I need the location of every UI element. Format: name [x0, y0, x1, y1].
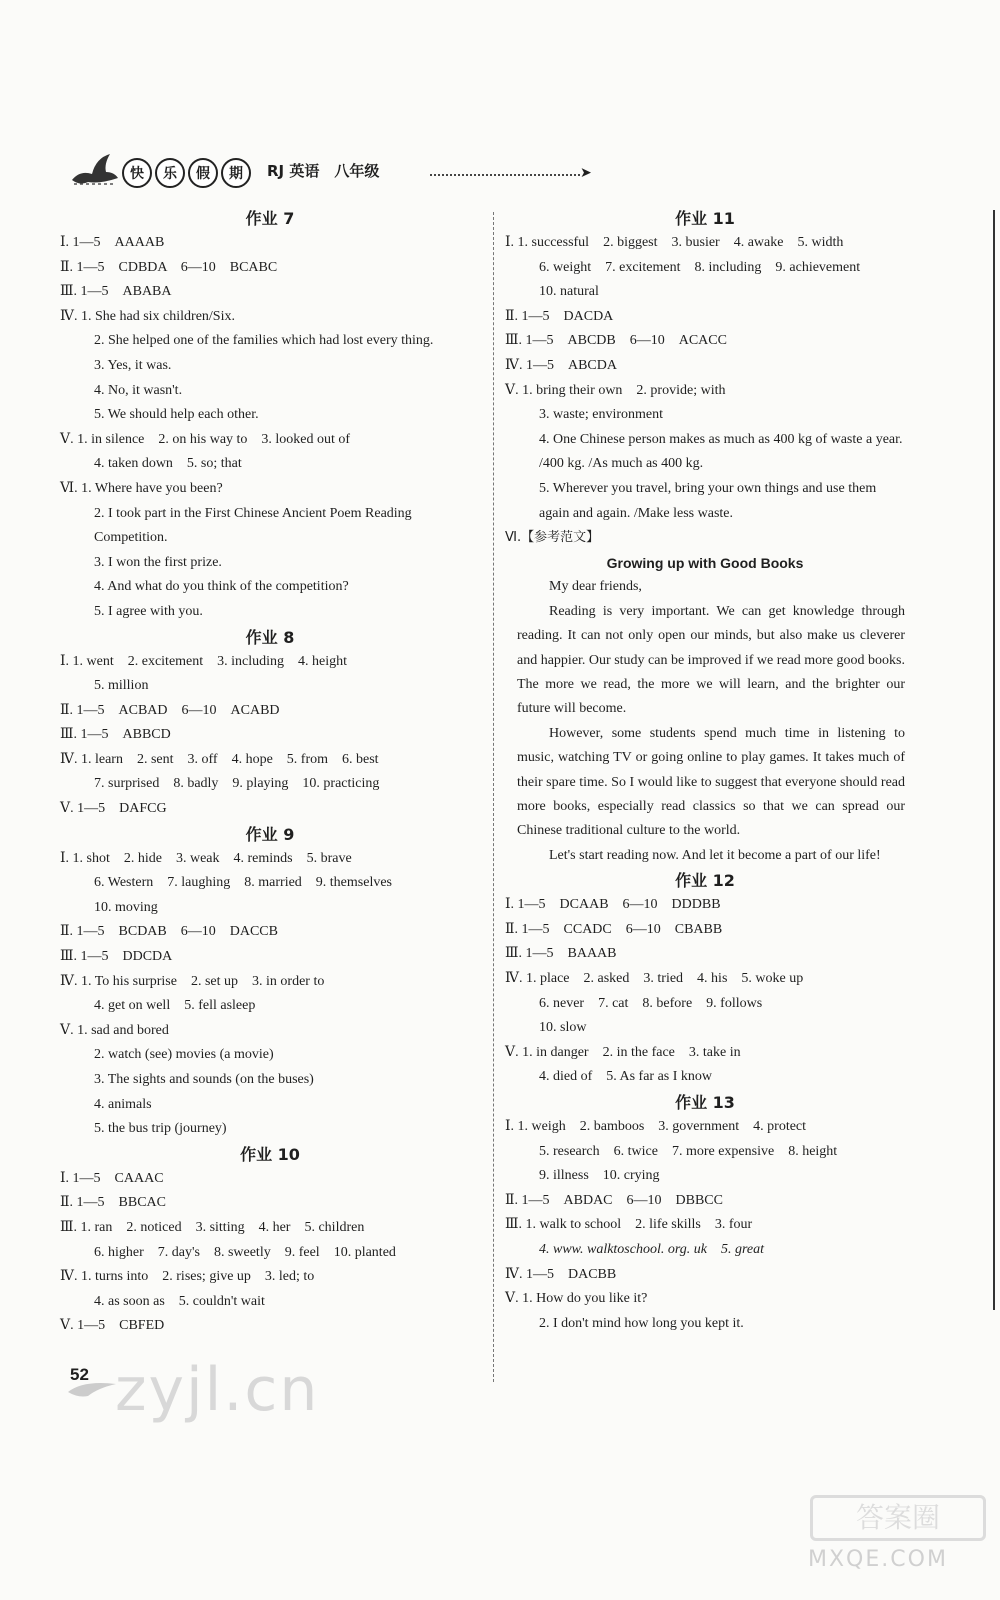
answer-line: Ⅲ. 1—5 ABABA — [60, 284, 172, 300]
bird-logo-icon — [70, 150, 120, 190]
answer-line: Ⅲ. 1. walk to school 2. life skills 3. four — [505, 1217, 753, 1233]
page-edge-line — [993, 210, 995, 1310]
answer-line: 4. taken down 5. so; that — [94, 456, 242, 472]
answer-line: Ⅲ. 1—5 ABBCD — [60, 727, 171, 743]
answer-line: Ⅰ. 1—5 AAAAB — [60, 235, 165, 250]
title-badge: 乐 — [155, 158, 185, 188]
answer-line: Ⅴ. 1. in danger 2. in the face 3. take in — [505, 1044, 741, 1060]
column-divider — [493, 212, 494, 1382]
answer-line: Ⅱ. 1—5 BBCAC — [60, 1195, 166, 1211]
answer-line: 5. I agree with you. — [94, 603, 203, 619]
answer-line: 2. watch (see) movies (a movie) — [94, 1047, 274, 1063]
answer-line: Ⅵ.【参考范文】 — [505, 530, 600, 546]
answer-line: Ⅴ. 1—5 DAFCG — [60, 801, 167, 817]
answer-line: 4. died of 5. As far as I know — [539, 1069, 713, 1085]
answer-line: Ⅳ. 1—5 DACBB — [505, 1266, 617, 1282]
answer-line: 10. natural — [539, 284, 599, 300]
answer-line: 4. www. walktoschool. org. uk 5. great — [539, 1241, 765, 1257]
section-title: 作业 7 — [245, 209, 295, 228]
answer-line: Ⅲ. 1. ran 2. noticed 3. sitting 4. her 5. children — [60, 1219, 365, 1235]
answer-line: Ⅲ. 1—5 DDCDA — [60, 949, 173, 965]
answer-line: Ⅳ. 1. learn 2. sent 3. off 4. hope 5. from 6. best — [60, 751, 379, 767]
answer-line: Ⅳ. 1. place 2. asked 3. tried 4. his 5. woke up — [505, 970, 804, 986]
answer-line: Ⅱ. 1—5 DACDA — [505, 308, 614, 324]
answer-line: Ⅳ. 1. She had six children/Six. — [60, 308, 235, 324]
answer-line: 4. animals — [94, 1096, 152, 1112]
section-title: 作业 8 — [245, 627, 295, 647]
answer-line: Ⅴ. 1. How do you like it? — [505, 1291, 648, 1307]
answer-line: 2. I don't mind how long you kept it. — [539, 1315, 744, 1331]
title-badge: 快 — [122, 158, 152, 188]
answer-line: 10. slow — [539, 1020, 587, 1036]
answer-line: 7. surprised 8. badly 9. playing 10. practicing — [94, 776, 380, 792]
section-title: 作业 11 — [675, 209, 735, 228]
answer-line: 5. research 6. twice 7. more expensive 8. height — [539, 1143, 838, 1159]
answer-line: 6. never 7. cat 8. before 9. follows — [539, 995, 763, 1011]
answer-line: 5. Wherever you travel, bring your own things and use them again and again. /Make less waste. — [539, 480, 877, 521]
title-badge: 期 — [221, 158, 251, 188]
answer-line: 4. No, it wasn't. — [94, 382, 183, 398]
answer-line: Ⅰ. 1. successful 2. biggest 3. busier 4. awake 5. width — [505, 235, 844, 250]
answer-line: Ⅱ. 1—5 BCDAB 6—10 DACCB — [60, 924, 278, 940]
title-badge: 假 — [188, 158, 218, 188]
answer-line: Ⅰ. 1. shot 2. hide 3. weak 4. reminds 5. brave — [60, 850, 352, 866]
essay-paragraph: Reading is very important. We can get knowledge through reading. It can not only open our minds, but also make us cleverer and happier. Our study can be improved if we read more good books. The more we read, the more we will learn, and the brighter our future will become. — [517, 603, 906, 717]
answer-line: Ⅳ. 1. turns into 2. rises; give up 3. led; to — [60, 1269, 315, 1285]
answer-line: 4. One Chinese person makes as much as 400 kg of waste a year. /400 kg. /As much as 400 kg. — [539, 431, 903, 472]
answer-line: Ⅰ. 1. went 2. excitement 3. including 4. height — [60, 653, 348, 669]
answer-line: Ⅱ. 1—5 ACBAD 6—10 ACABD — [60, 702, 280, 718]
title-badges — [122, 158, 251, 188]
answer-line: 4. And what do you think of the competition? — [94, 579, 349, 595]
watermark: zyjl.cn — [115, 1355, 320, 1425]
essay-greeting: My dear friends, — [549, 579, 642, 595]
answer-line: 3. waste; environment — [539, 407, 664, 423]
section-title: 作业 10 — [240, 1144, 300, 1164]
essay-title: Growing up with Good Books — [606, 554, 804, 571]
section-title: 作业 13 — [675, 1092, 735, 1112]
answer-line: 5. million — [94, 678, 149, 694]
header-subtitle: RJ 英语 八年级 — [267, 162, 380, 180]
page-number: 52 — [70, 1365, 89, 1384]
answer-line: 5. We should help each other. — [94, 407, 259, 423]
answer-line: 6. higher 7. day's 8. sweetly 9. feel 10. planted — [94, 1244, 396, 1260]
answer-line: Ⅵ. 1. Where have you been? — [60, 480, 223, 496]
answer-line: Ⅱ. 1—5 CCADC 6—10 CBABB — [505, 921, 723, 937]
section-title: 作业 9 — [245, 824, 295, 844]
answer-line: 3. The sights and sounds (on the buses) — [94, 1072, 314, 1087]
essay-paragraph: However, some students spend much time in listening to music, watching TV or going online to play games. It takes much of their spare time. So I would like to suggest that everyone should read more books, especially read classics so that we can spread our Chinese traditional culture to the world. — [517, 725, 905, 839]
answer-line: Ⅲ. 1—5 BAAAB — [505, 946, 617, 962]
answer-line: 2. She helped one of the families which had lost every thing. — [94, 333, 434, 349]
answer-line: 9. illness 10. crying — [539, 1168, 660, 1184]
watermark: MXQE.COM — [808, 1547, 948, 1572]
answer-line: Ⅱ. 1—5 ABDAC 6—10 DBBCC — [505, 1192, 723, 1208]
answer-line: Ⅰ. 1—5 DCAAB 6—10 DDDBB — [505, 897, 721, 913]
page-header — [60, 148, 592, 198]
answer-line: Ⅴ. 1—5 CBFED — [60, 1318, 165, 1334]
left-column — [60, 206, 480, 1339]
answer-line: Ⅰ. 1—5 CAAAC — [60, 1170, 164, 1186]
answer-line: 6. Western 7. laughing 8. married 9. themselves — [94, 875, 392, 891]
section-title: 作业 12 — [675, 871, 735, 891]
answer-line: Ⅴ. 1. in silence 2. on his way to 3. looked out of — [60, 431, 351, 447]
sample-essay — [505, 575, 905, 868]
answer-line: 4. as soon as 5. couldn't wait — [94, 1293, 265, 1309]
arrow-right-icon: ➤ — [580, 165, 592, 181]
answer-line: 2. I took part in the First Chinese Ancient Poem Reading Competition. — [94, 505, 412, 546]
answer-line: Ⅲ. 1—5 ABCDB 6—10 ACACC — [505, 333, 727, 349]
answer-line: 10. moving — [94, 899, 158, 915]
answer-line: Ⅳ. 1—5 ABCDA — [505, 357, 617, 373]
header-dotted-line — [430, 174, 580, 176]
answer-line: 5. the bus trip (journey) — [94, 1121, 227, 1137]
answer-line: 6. weight 7. excitement 8. including 9. achievement — [539, 259, 861, 275]
essay-paragraph: Let's start reading now. And let it become a part of our life! — [549, 847, 881, 863]
answer-line: Ⅱ. 1—5 CDBDA 6—10 BCABC — [60, 259, 278, 275]
answer-line: Ⅴ. 1. bring their own 2. provide; with — [505, 382, 726, 398]
answer-line: 3. Yes, it was. — [94, 357, 172, 373]
watermark: 答案圈 — [810, 1495, 986, 1541]
right-column — [505, 206, 905, 1336]
answer-line: 3. I won the first prize. — [94, 554, 222, 570]
answer-line: Ⅰ. 1. weigh 2. bamboos 3. government 4. protect — [505, 1118, 807, 1134]
answer-line: Ⅴ. 1. sad and bored — [60, 1022, 169, 1038]
answer-line: Ⅳ. 1. To his surprise 2. set up 3. in order to — [60, 973, 325, 989]
answer-line: 4. get on well 5. fell asleep — [94, 998, 256, 1014]
